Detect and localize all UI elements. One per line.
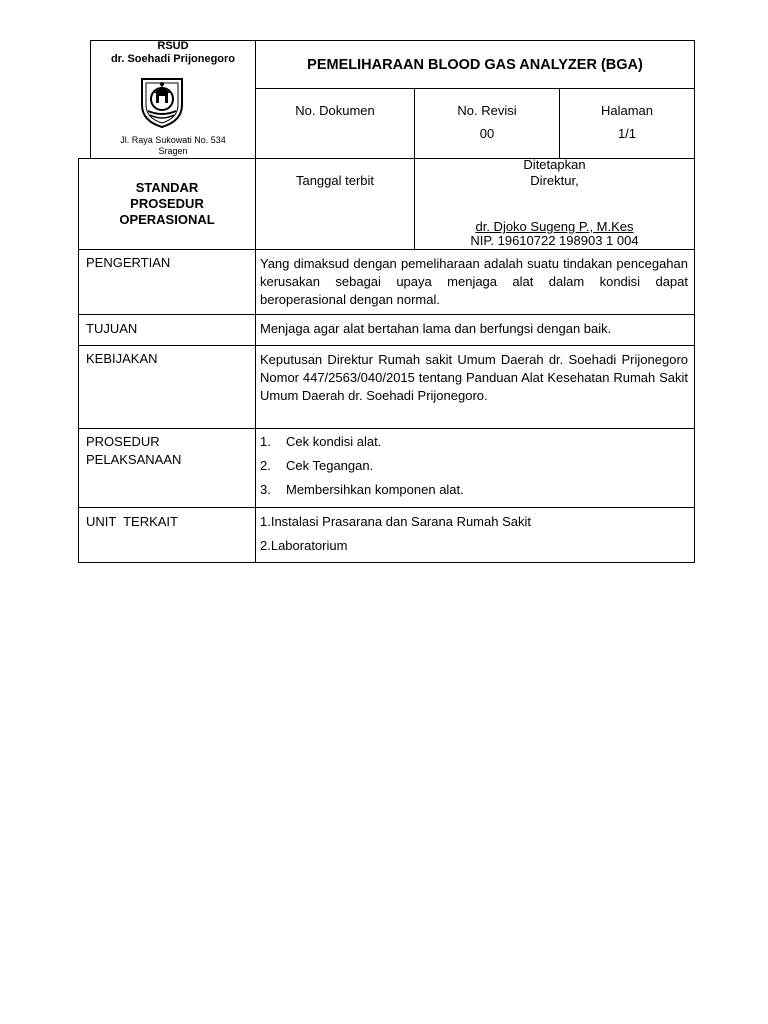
prosedur-label-line2: PELAKSANAAN (86, 452, 182, 467)
kebijakan-label: KEBIJAKAN (86, 351, 158, 366)
pengertian-text: Yang dimaksud dengan pemeliharaan adalah suatu tindakan pencegahan kerusakan sebagai upaya menjaga alat dalam kondisi dapat beroperasional dengan normal. (260, 256, 688, 307)
doc-number-label: No. Dokumen (295, 103, 375, 118)
step-text: Cek Tegangan. (286, 458, 374, 473)
step-number: 1. (260, 434, 271, 449)
unit-label: UNIT TERKAIT (86, 514, 178, 529)
unit-item: 1.Instalasi Prasarana dan Sarana Rumah Sakit (260, 514, 531, 529)
tujuan-text: Menjaga agar alat bertahan lama dan berfungsi dengan baik. (260, 321, 612, 336)
page-label: Halaman (600, 103, 654, 118)
signatory-nip: NIP. 19610722 198903 1 004 (470, 233, 639, 248)
address-line1: Jl. Raya Sukowati No. 534 (120, 135, 226, 145)
step-text: Cek kondisi alat. (286, 434, 382, 449)
address-line2: Sragen (158, 146, 188, 156)
page-number-cell (559, 88, 695, 159)
prosedur-label-line1: PROSEDUR (86, 434, 160, 449)
hospital-name-line1: RSUD (157, 40, 189, 52)
step-number: 2. (260, 458, 271, 473)
established-label: Ditetapkan (523, 157, 586, 172)
step-text: Membersihkan komponen alat. (286, 482, 464, 497)
director-label: Direktur, (530, 173, 579, 188)
sop-label-line2: PROSEDUR (130, 196, 204, 211)
issue-date-label: Tanggal terbit (295, 173, 375, 188)
sop-label-line3: OPERASIONAL (119, 212, 215, 227)
page-value: 1/1 (617, 126, 637, 141)
revision-label: No. Revisi (457, 103, 517, 118)
document-title: PEMELIHARAAN BLOOD GAS ANALYZER (BGA) (307, 57, 643, 73)
revision-cell (414, 88, 560, 159)
issue-date-cell (255, 158, 415, 250)
pengertian-label: PENGERTIAN (86, 255, 171, 270)
doc-number-cell (255, 88, 415, 159)
kebijakan-text: Keputusan Direktur Rumah sakit Umum Daerah dr. Soehadi Prijonegoro Nomor 447/2563/040/2015 tentang Panduan Alat Kesehatan Rumah Sakit Umum Daerah dr. Soehadi Prijonegoro. (260, 352, 688, 403)
revision-value: 00 (479, 126, 495, 141)
tujuan-label: TUJUAN (86, 321, 138, 336)
unit-item: 2.Laboratorium (260, 538, 348, 553)
signatory-name: dr. Djoko Sugeng P., M.Kes (475, 219, 634, 234)
hospital-name-line2: dr. Soehadi Prijonegoro (110, 53, 236, 65)
sop-label-line1: STANDAR (135, 180, 199, 195)
step-number: 3. (260, 482, 271, 497)
regency-seal-icon (138, 75, 186, 129)
